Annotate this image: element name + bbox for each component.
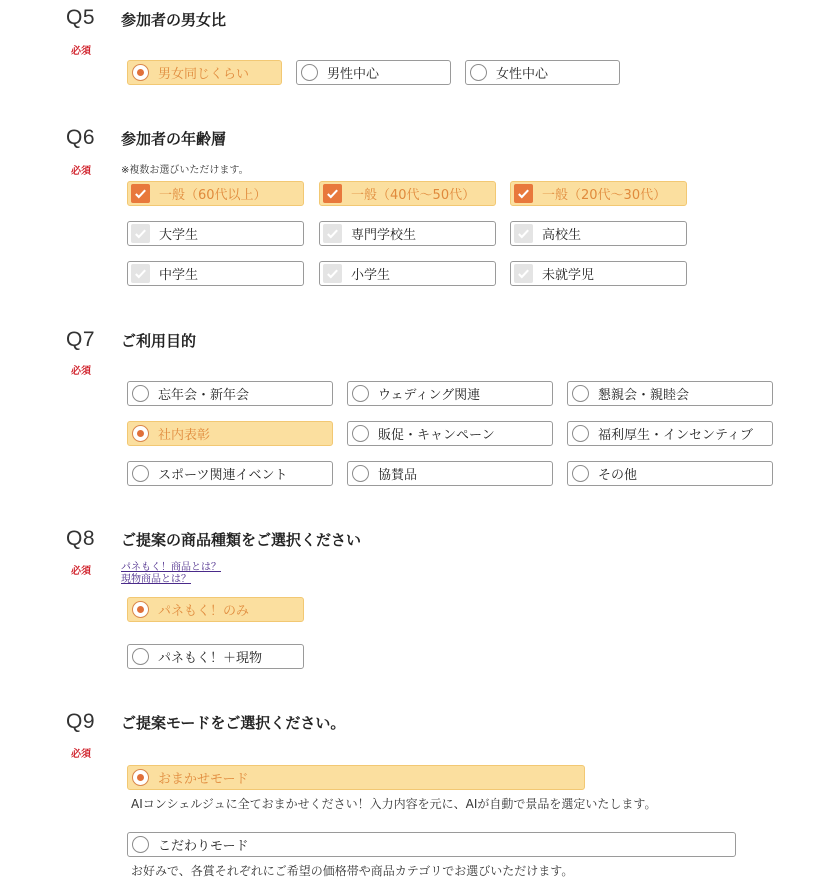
required-badge: 必須 xyxy=(71,566,91,577)
radio-icon xyxy=(132,64,149,81)
q7-option-social-gathering[interactable] xyxy=(567,381,773,406)
q6-note: ※複数お選びいただけます。 xyxy=(121,165,249,176)
q9-option-auto-mode[interactable] xyxy=(127,765,585,790)
radio-icon xyxy=(132,601,149,618)
q9-option-custom-mode[interactable] xyxy=(127,832,736,857)
q8-option-panemoku-plus-physical[interactable] xyxy=(127,644,304,669)
q9-title: ご提案モードをご選択ください。 xyxy=(121,714,346,732)
radio-icon xyxy=(132,836,149,853)
q6-option-60s[interactable] xyxy=(127,181,304,206)
option-label: 福利厚生・インセンティブ xyxy=(598,428,753,443)
radio-icon xyxy=(132,769,149,786)
q6-option-junior-high[interactable] xyxy=(127,261,304,286)
q7-number: Q7 xyxy=(66,328,96,351)
radio-icon xyxy=(352,425,369,442)
panemoku-info-link[interactable]: パネもく！商品とは？ xyxy=(121,562,221,573)
option-label: 社内表彰 xyxy=(158,428,211,443)
option-label: 未就学児 xyxy=(542,268,595,283)
q6-option-20s-30s[interactable] xyxy=(510,181,687,206)
option-label: 販促・キャンペーン xyxy=(378,428,495,443)
option-label: パネもく！のみ xyxy=(158,604,250,619)
radio-icon xyxy=(352,465,369,482)
q7-option-wedding[interactable] xyxy=(347,381,553,406)
q5-option-equal[interactable] xyxy=(127,60,282,85)
q6-option-elementary[interactable] xyxy=(319,261,496,286)
option-label: ウェディング関連 xyxy=(378,388,481,403)
q7-option-sponsorship[interactable] xyxy=(347,461,553,486)
required-badge: 必須 xyxy=(71,46,91,57)
radio-icon xyxy=(132,648,149,665)
option-label: 小学生 xyxy=(351,268,391,283)
q7-title: ご利用目的 xyxy=(121,332,197,350)
checkbox-icon xyxy=(323,264,342,283)
q7-option-welfare[interactable] xyxy=(567,421,773,446)
checkbox-icon xyxy=(514,224,533,243)
q9-number: Q9 xyxy=(66,710,96,733)
radio-icon xyxy=(572,385,589,402)
option-label: こだわりモード xyxy=(158,839,249,854)
checkbox-icon xyxy=(514,264,533,283)
checkbox-icon xyxy=(131,224,150,243)
q6-option-preschool[interactable] xyxy=(510,261,687,286)
option-label: 協賛品 xyxy=(378,468,418,483)
option-label: 女性中心 xyxy=(496,67,549,82)
option-label: 中学生 xyxy=(159,268,199,283)
option-label: 高校生 xyxy=(542,228,582,243)
checkbox-icon xyxy=(131,184,150,203)
q8-title: ご提案の商品種類をご選択ください xyxy=(121,531,362,549)
option-label: 懇親会・親睦会 xyxy=(598,388,690,403)
option-label: 男性中心 xyxy=(327,67,380,82)
option-label: 一般（20代〜30代） xyxy=(542,188,667,203)
checkbox-icon xyxy=(323,224,342,243)
q6-option-40s-50s[interactable] xyxy=(319,181,496,206)
radio-icon xyxy=(572,465,589,482)
physical-product-info-link[interactable]: 現物商品とは？ xyxy=(121,574,191,585)
q6-option-vocational[interactable] xyxy=(319,221,496,246)
option-label: 大学生 xyxy=(159,228,199,243)
q7-option-sports[interactable] xyxy=(127,461,333,486)
q7-option-year-end-party[interactable] xyxy=(127,381,333,406)
q6-title: 参加者の年齢層 xyxy=(121,130,227,148)
q7-option-campaign[interactable] xyxy=(347,421,553,446)
required-badge: 必須 xyxy=(71,749,91,760)
option-label: 一般（40代〜50代） xyxy=(351,188,476,203)
option-label: その他 xyxy=(598,468,638,483)
q8-option-panemoku-only[interactable] xyxy=(127,597,304,622)
required-badge: 必須 xyxy=(71,366,91,377)
q7-option-award[interactable] xyxy=(127,421,333,446)
required-badge: 必須 xyxy=(71,166,91,177)
custom-mode-description: お好みで、各賞それぞれにご希望の価格帯や商品カテゴリでお選びいただけます。 xyxy=(131,864,574,878)
q6-option-university[interactable] xyxy=(127,221,304,246)
q5-option-female[interactable] xyxy=(465,60,620,85)
radio-icon xyxy=(470,64,487,81)
checkbox-icon xyxy=(323,184,342,203)
option-label: 忘年会・新年会 xyxy=(158,388,250,403)
auto-mode-description: AIコンシェルジュに全ておまかせください！入力内容を元に、AIが自動で景品を選定いたします。 xyxy=(131,797,657,811)
q6-number: Q6 xyxy=(66,126,96,149)
q6-option-highschool[interactable] xyxy=(510,221,687,246)
option-label: 男女同じくらい xyxy=(158,67,250,82)
radio-icon xyxy=(301,64,318,81)
q5-number: Q5 xyxy=(66,6,96,29)
checkbox-icon xyxy=(514,184,533,203)
q8-number: Q8 xyxy=(66,527,96,550)
option-label: おまかせモード xyxy=(158,772,249,787)
radio-icon xyxy=(572,425,589,442)
q5-title: 参加者の男女比 xyxy=(121,11,227,29)
radio-icon xyxy=(352,385,369,402)
q5-option-male[interactable] xyxy=(296,60,451,85)
radio-icon xyxy=(132,465,149,482)
option-label: 一般（60代以上） xyxy=(159,188,267,203)
radio-icon xyxy=(132,385,149,402)
option-label: 専門学校生 xyxy=(351,228,417,243)
option-label: スポーツ関連イベント xyxy=(158,468,288,483)
radio-icon xyxy=(132,425,149,442)
q7-option-other[interactable] xyxy=(567,461,773,486)
checkbox-icon xyxy=(131,264,150,283)
option-label: パネもく！＋現物 xyxy=(158,651,263,666)
